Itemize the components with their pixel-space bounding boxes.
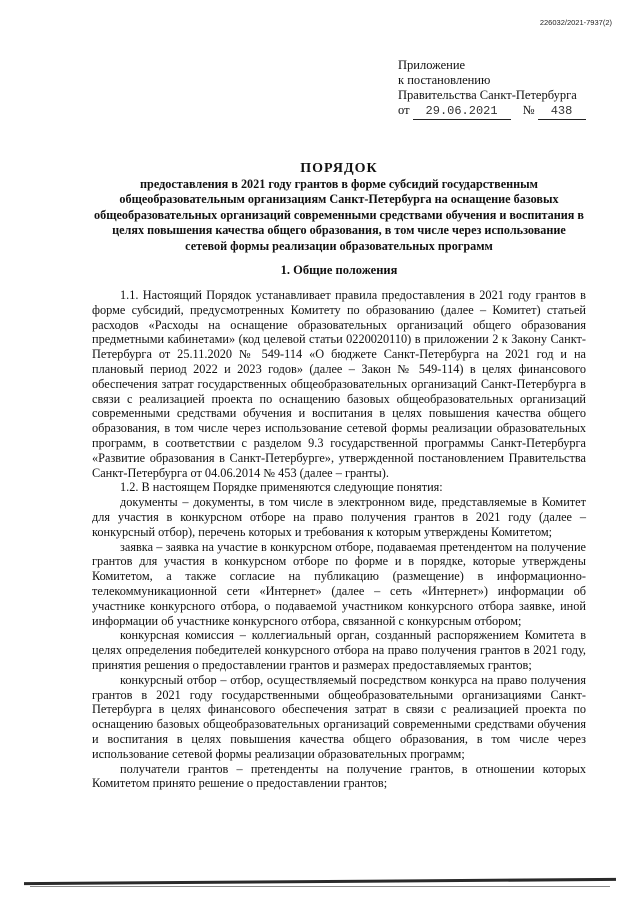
definition-recipients: получатели грантов – претенденты на получение грантов, в отношении которых Комитетом принято решение о предоставлении грантов; <box>92 761 586 791</box>
definition-commission: конкурсная комиссия – коллегиальный орган, созданный распоряжением Комитета в целях определения победителей конкурсного отбора на право получения грантов в 2021 году, принятия решения о предоставлении грантов и размерах предоставляемых грантов; <box>92 628 586 672</box>
annex-line-3: Правительства Санкт-Петербурга <box>398 88 577 102</box>
scan-edge-line-thin <box>30 886 610 887</box>
section-heading: 1. Общие положения <box>280 263 398 277</box>
annex-block <box>398 58 586 120</box>
annex-date: 29.06.2021 <box>413 104 511 120</box>
paragraph-1-2: 1.2. В настоящем Порядке применяются следующие понятия: <box>120 480 443 495</box>
document-body <box>92 288 586 791</box>
document-number: 226032/2021-7937(2) <box>539 18 612 27</box>
annex-line-1: Приложение <box>398 58 466 72</box>
definition-application: заявка – заявка на участие в конкурсном отборе, подаваемая претендентом на получение грантов для участия в конкурсном отборе по форме и в порядке, которые утверждены Комитетом, а также согласие на публикацию (размещение) в информационно-телекоммуникационной сети «Интернет» (далее – сеть «Интернет») информации об участнике конкурсного отбора, о подаваемой участником конкурсного отбора заявке, иной информации об участнике конкурсного отбора, связанной с конкурсным отбором; <box>92 539 586 628</box>
number-prefix: № <box>522 103 535 117</box>
paragraph-1-1: 1.1. Настоящий Порядок устанавливает правила предоставления в 2021 году грантов в форме субсидий, предусмотренных Комитету по образованию (далее – Комитет) статьей расходов «Расходы на оснащение образовательных организаций общего образования предметными кабинетами» (код целевой статьи 0220020110) в приложении 2 к Закону Санкт-Петербурга от 25.11.2020 № 549-114 «О бюджете Санкт-Петербурга на 2021 год и на плановый период 2022 и 2023 годов» (далее – Закон № 549-114) в целях финансового обеспечения затрат государственных общеобразовательных организаций Санкт-Петербурга в связи с реализацией проекта по оснащению базовых общеобразовательных организаций современными средствами обучения и воспитания в целях повышения качества общего образования, в том числе через использование сетевой формы реализации образовательных программ, в соответствии с разделом 9.3 государственной программы Санкт-Петербурга «Развитие образования в Санкт-Петербурге», утвержденной постановлением Правительства Санкт-Петербурга от 04.06.2014 № 453 (далее – гранты). <box>92 288 586 480</box>
document-subtitle: предоставления в 2021 году грантов в форме субсидий государственным общеобразовательным организациям Санкт-Петербурга на оснащение базовых общеобразовательных организаций современными средствами обучения и воспитания в целях повышения качества общего образования, в том числе через использование сетевой формы реализации образовательных программ <box>94 177 584 253</box>
definition-selection: конкурсный отбор – отбор, осуществляемый посредством конкурса на право получения грантов в 2021 году государственными общеобразовательными организациями Санкт-Петербурга в целях финансового обеспечения затрат в связи с реализацией проекта по оснащению базовых общеобразовательных организаций современными средствами обучения и воспитания в целях повышения качества общего образования, в том числе через использование сетевой формы реализации образовательных программ; <box>92 672 586 761</box>
annex-line-2: к постановлению <box>398 73 491 87</box>
document-title: ПОРЯДОК <box>300 161 378 176</box>
definition-documents: документы – документы, в том числе в электронном виде, представляемые в Комитет для участия в конкурсном отборе на право получения грантов в 2021 году (далее – конкурсный отбор), перечень которых и требования к которым утверждены Комитетом; <box>92 495 586 539</box>
annex-date-row <box>398 103 586 120</box>
annex-number: 438 <box>538 104 586 120</box>
scan-edge-line <box>24 878 616 885</box>
date-prefix: от <box>398 103 410 117</box>
title-block <box>92 160 586 254</box>
